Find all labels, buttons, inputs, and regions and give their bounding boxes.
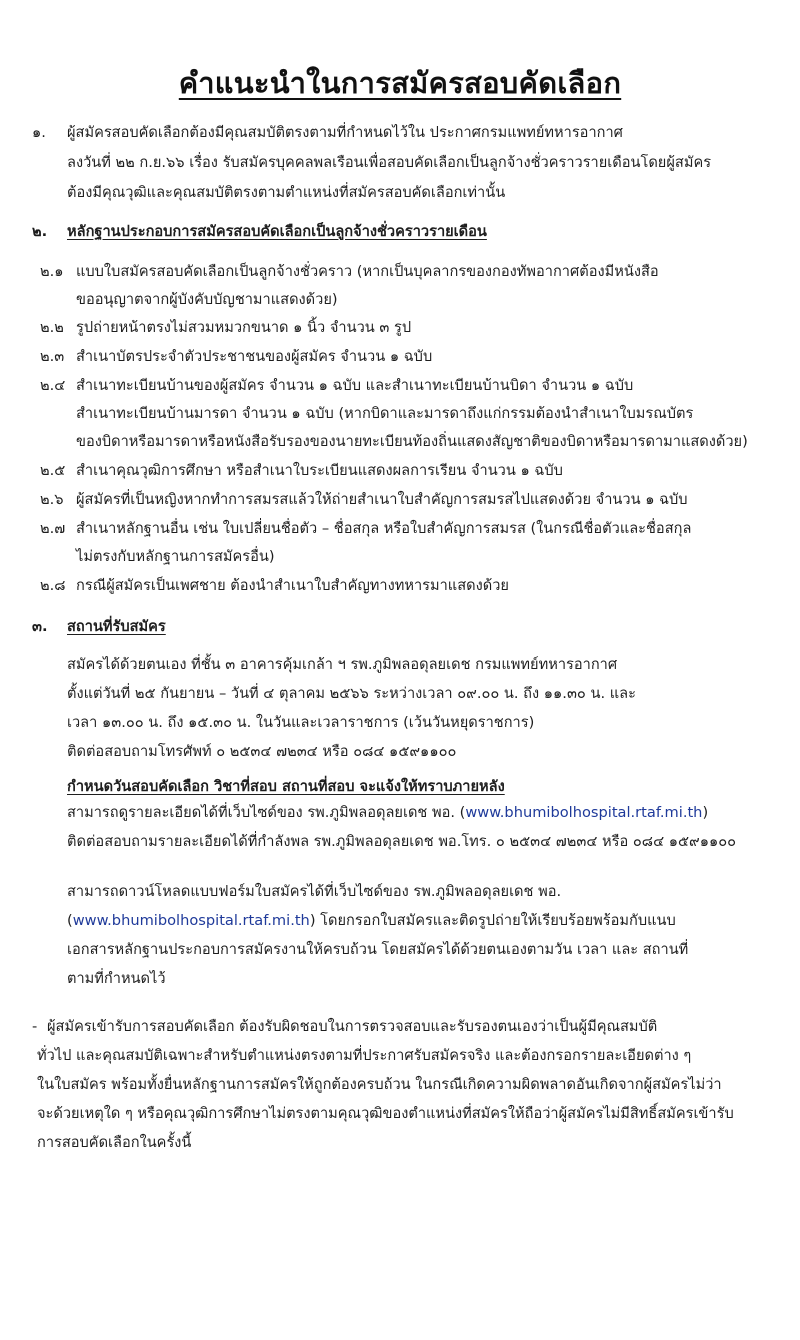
section-3-line: ตั้งแต่วันที่ ๒๕ กันยายน – วันที่ ๔ ตุลาคม ๒๕๖๖ ระหว่างเวลา ๐๙.๐๐ น. ถึง ๑๑.๓๐ น. และ	[67, 685, 636, 702]
exam-notice-website-line	[67, 803, 708, 823]
item-number: ๒.๒	[40, 319, 64, 336]
website-line-suffix: )	[702, 804, 709, 821]
section-3-line: เวลา ๑๓.๐๐ น. ถึง ๑๕.๓๐ น. ในวันและเวลาราชการ (เว้นวันหยุดราชการ)	[67, 714, 535, 731]
item-text: รูปถ่ายหน้าตรงไม่สวมหมวกขนาด ๑ นิ้ว จำนวน ๓ รูป	[76, 319, 412, 336]
item-text: ผู้สมัครที่เป็นหญิงหากทำการสมรสแล้วให้ถ่ายสำเนาใบสำคัญการสมรสไปแสดงด้วย จำนวน ๑ ฉบับ	[76, 491, 688, 508]
section-1-number: ๑.	[32, 124, 46, 141]
section-1-line: ผู้สมัครสอบคัดเลือกต้องมีคุณสมบัติตรงตามที่กำหนดไว้ใน ประกาศกรมแพทย์ทหารอากาศ	[67, 124, 623, 141]
item-text: สำเนาทะเบียนบ้านมารดา จำนวน ๑ ฉบับ (หากบิดาและมารดาถึงแก่กรรมต้องนำสำเนาใบมรณบัตร	[76, 405, 694, 422]
download-line-text: ) โดยกรอกใบสมัครและติดรูปถ่ายให้เรียบร้อยพร้อมกับแนบ	[309, 912, 676, 929]
disclaimer-line: ผู้สมัครเข้ารับการสอบคัดเลือก ต้องรับผิดชอบในการตรวจสอบและรับรองตนเองว่าเป็นผู้มีคุณสมบัติ	[47, 1018, 658, 1035]
section-2-number: ๒.	[32, 223, 48, 240]
item-text: สำเนาหลักฐานอื่น เช่น ใบเปลี่ยนชื่อตัว – ชื่อสกุล หรือใบสำคัญการสมรส (ในกรณีชื่อตัวและชื่อสกุล	[76, 520, 692, 537]
disclaimer-line: การสอบคัดเลือกในครั้งนี้	[37, 1134, 192, 1151]
download-website-link[interactable]: www.bhumibolhospital.rtaf.mi.th	[72, 912, 310, 929]
item-text: สำเนาคุณวุฒิการศึกษา หรือสำเนาใบระเบียนแสดงผลการเรียน จำนวน ๑ ฉบับ	[76, 462, 563, 479]
item-number: ๒.๔	[40, 377, 66, 394]
bullet-dash: -	[32, 1018, 38, 1035]
section-3-number: ๓.	[32, 618, 48, 635]
item-text: ไม่ตรงกับหลักฐานการสมัครอื่น)	[76, 548, 275, 565]
section-3-line: ติดต่อสอบถามโทรศัพท์ ๐ ๒๕๓๔ ๗๒๓๔ หรือ ๐๘๔ ๑๕๙๑๑๐๐	[67, 743, 457, 760]
hospital-website-link[interactable]: www.bhumibolhospital.rtaf.mi.th	[465, 804, 703, 821]
exam-notice-heading: กำหนดวันสอบคัดเลือก วิชาที่สอบ สถานที่สอบ จะแจ้งให้ทราบภายหลัง	[67, 778, 505, 795]
item-text: สำเนาทะเบียนบ้านของผู้สมัคร จำนวน ๑ ฉบับ และสำเนาทะเบียนบ้านบิดา จำนวน ๑ ฉบับ	[76, 377, 634, 394]
section-1-line: ต้องมีคุณวุฒิและคุณสมบัติตรงตามตำแหน่งที่สมัครสอบคัดเลือกเท่านั้น	[67, 184, 506, 201]
section-3-line: สมัครได้ด้วยตนเอง ที่ชั้น ๓ อาคารคุ้มเกล้า ฯ รพ.ภูมิพลอดุลยเดช กรมแพทย์ทหารอากาศ	[67, 656, 618, 673]
item-text: กรณีผู้สมัครเป็นเพศชาย ต้องนำสำเนาใบสำคัญทางทหารมาแสดงด้วย	[76, 577, 509, 594]
download-line: สามารถดาวน์โหลดแบบฟอร์มใบสมัครได้ที่เว็บไซด์ของ รพ.ภูมิพลอดุลยเดช พอ.	[67, 883, 562, 900]
item-number: ๒.๘	[40, 577, 66, 594]
item-number: ๒.๖	[40, 491, 64, 508]
page-title: คำแนะนำในการสมัครสอบคัดเลือก	[178, 66, 622, 100]
disclaimer-line: จะด้วยเหตุใด ๆ หรือคุณวุฒิการศึกษาไม่ตรงตามคุณวุฒิของตำแหน่งที่สมัครให้ถือว่าผู้สมัครไม่มีสิทธิ์สมัครเข้ารับ	[37, 1105, 734, 1122]
disclaimer-line: ในใบสมัคร พร้อมทั้งยื่นหลักฐานการสมัครให้ถูกต้องครบถ้วน ในกรณีเกิดความผิดพลาดอันเกิดจากผู้สมัครไม่ว่า	[37, 1076, 722, 1093]
disclaimer-line: ทั่วไป และคุณสมบัติเฉพาะสำหรับตำแหน่งตรงตามที่ประกาศรับสมัครจริง และต้องกรอกรายละเอียดต่าง ๆ	[37, 1047, 692, 1064]
download-line: ตามที่กำหนดไว้	[67, 970, 166, 987]
item-text: ขออนุญาตจากผู้บังคับบัญชามาแสดงด้วย)	[76, 291, 338, 308]
download-link-line	[67, 911, 676, 931]
section-3-heading: สถานที่รับสมัคร	[67, 618, 166, 635]
item-number: ๒.๗	[40, 520, 66, 537]
website-line-text: สามารถดูรายละเอียดได้ที่เว็บไซด์ของ รพ.ภูมิพลอดุลยเดช พอ. (	[67, 804, 466, 821]
item-number: ๒.๑	[40, 263, 64, 280]
section-1-line: ลงวันที่ ๒๒ ก.ย.๖๖ เรื่อง รับสมัครบุคคลพลเรือนเพื่อสอบคัดเลือกเป็นลูกจ้างชั่วคราวรายเดือนโดยผู้สมัคร	[67, 154, 712, 171]
exam-notice-contact-line: ติดต่อสอบถามรายละเอียดได้ที่กำลังพล รพ.ภูมิพลอดุลยเดช พอ.โทร. ๐ ๒๕๓๔ ๗๒๓๔ หรือ ๐๘๔ ๑๕๙๑๑๐๐	[67, 833, 737, 850]
item-text: แบบใบสมัครสอบคัดเลือกเป็นลูกจ้างชั่วคราว (หากเป็นบุคลากรของกองทัพอากาศต้องมีหนังสือ	[76, 263, 659, 280]
item-number: ๒.๕	[40, 462, 66, 479]
section-2-heading: หลักฐานประกอบการสมัครสอบคัดเลือกเป็นลูกจ้างชั่วคราวรายเดือน	[67, 223, 487, 240]
item-text: ของบิดาหรือมารดาหรือหนังสือรับรองของนายทะเบียนท้องถิ่นแสดงสัญชาติของบิดาหรือมารดามาแสดงด้วย)	[76, 433, 748, 450]
download-line: เอกสารหลักฐานประกอบการสมัครงานให้ครบถ้วน โดยสมัครได้ด้วยตนเองตามวัน เวลา และ สถานที่	[67, 941, 689, 958]
item-text: สำเนาบัตรประจำตัวประชาชนของผู้สมัคร จำนวน ๑ ฉบับ	[76, 348, 433, 365]
link-paren: (	[67, 912, 73, 929]
item-number: ๒.๓	[40, 348, 65, 365]
